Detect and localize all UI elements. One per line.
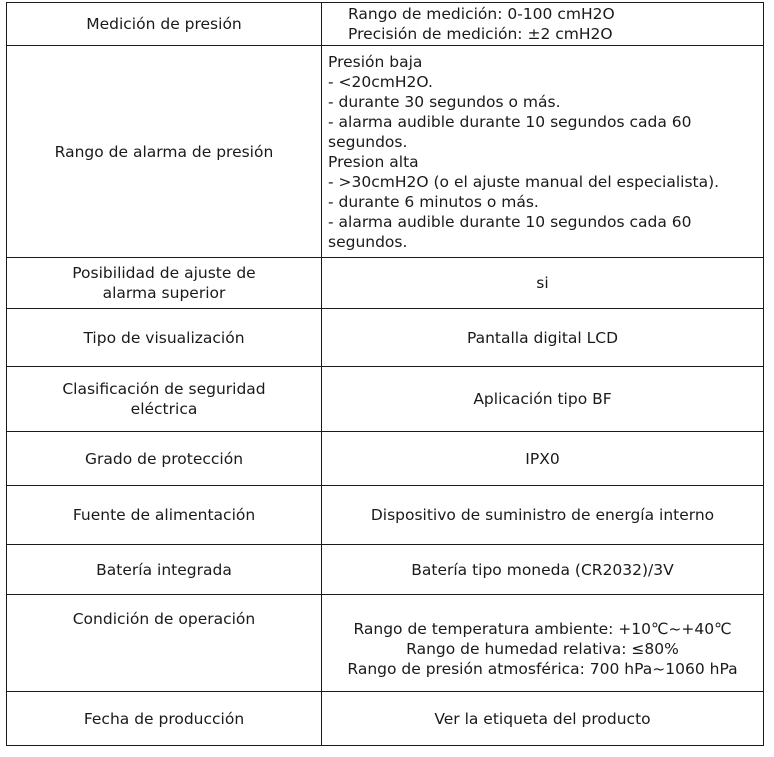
value-line: Presión baja bbox=[328, 52, 423, 71]
value-line: - >30cmH2O (o el ajuste manual del especialista). bbox=[328, 172, 720, 191]
row-value bbox=[322, 545, 764, 595]
label-line: Condición de operación bbox=[72, 610, 256, 628]
table-row-power-source bbox=[7, 486, 764, 545]
row-label bbox=[7, 486, 322, 545]
table-row-upper-alarm-adjust bbox=[7, 258, 764, 309]
label-line: Fecha de producción bbox=[83, 709, 245, 728]
value-line: Rango de presión atmosférica: 700 hPa~1060 hPa bbox=[347, 660, 738, 678]
label-line: Tipo de visualización bbox=[83, 328, 245, 347]
value-line: Rango de humedad relativa: ≤80% bbox=[406, 640, 679, 658]
value-line: Pantalla digital LCD bbox=[466, 328, 619, 347]
label-line: Rango de alarma de presión bbox=[54, 142, 274, 161]
value-line: - <20cmH2O. bbox=[328, 72, 433, 91]
row-value bbox=[322, 258, 764, 309]
table-row-built-in-battery bbox=[7, 545, 764, 595]
table-row-operating-condition bbox=[7, 595, 764, 692]
value-line: Aplicación tipo BF bbox=[473, 390, 612, 408]
label-line: eléctrica bbox=[130, 400, 198, 418]
row-value bbox=[322, 595, 764, 692]
value-line: - durante 30 segundos o más. bbox=[328, 92, 561, 111]
row-label bbox=[7, 595, 322, 692]
label-line: Medición de presión bbox=[86, 15, 242, 33]
row-value bbox=[322, 692, 764, 746]
value-line: Batería tipo moneda (CR2032)/3V bbox=[411, 560, 674, 579]
table-row-production-date bbox=[7, 692, 764, 746]
row-value bbox=[322, 46, 764, 258]
label-line: Grado de protección bbox=[84, 449, 244, 468]
value-line: Dispositivo de suministro de energía interno bbox=[370, 506, 715, 524]
value-line: - alarma audible durante 10 segundos cada 60 segundos. bbox=[328, 212, 692, 251]
value-line: IPX0 bbox=[525, 449, 560, 468]
row-value bbox=[322, 432, 764, 486]
value-line: Ver la etiqueta del producto bbox=[434, 709, 651, 728]
table-row-protection-grade bbox=[7, 432, 764, 486]
specifications-table bbox=[6, 2, 764, 746]
value-line: si bbox=[536, 274, 549, 292]
value-line: Rango de temperatura ambiente: +10℃~+40℃ bbox=[353, 620, 732, 638]
value-line: Precisión de medición: ±2 cmH2O bbox=[348, 25, 613, 43]
row-label bbox=[7, 692, 322, 746]
label-line: alarma superior bbox=[102, 284, 226, 302]
row-label bbox=[7, 545, 322, 595]
table-row-pressure-measurement bbox=[7, 3, 764, 46]
row-label bbox=[7, 432, 322, 486]
value-line: Rango de medición: 0-100 cmH2O bbox=[348, 5, 615, 23]
row-label bbox=[7, 309, 322, 367]
value-line: - durante 6 minutos o más. bbox=[328, 192, 539, 211]
row-value bbox=[322, 309, 764, 367]
value-line: Presion alta bbox=[328, 152, 419, 171]
label-line: Posibilidad de ajuste de bbox=[72, 264, 256, 282]
row-value bbox=[322, 367, 764, 432]
row-label bbox=[7, 258, 322, 309]
row-label bbox=[7, 3, 322, 46]
value-line: - alarma audible durante 10 segundos cada 60 segundos. bbox=[328, 112, 692, 151]
table-row-pressure-alarm-range bbox=[7, 46, 764, 258]
row-value bbox=[322, 486, 764, 545]
row-label bbox=[7, 367, 322, 432]
label-line: Fuente de alimentación bbox=[72, 506, 256, 524]
row-value bbox=[322, 3, 764, 46]
label-line: Clasificación de seguridad bbox=[62, 380, 266, 398]
label-line: Batería integrada bbox=[96, 560, 232, 579]
table-row-display-type bbox=[7, 309, 764, 367]
table-row-electrical-safety bbox=[7, 367, 764, 432]
row-label bbox=[7, 46, 322, 258]
